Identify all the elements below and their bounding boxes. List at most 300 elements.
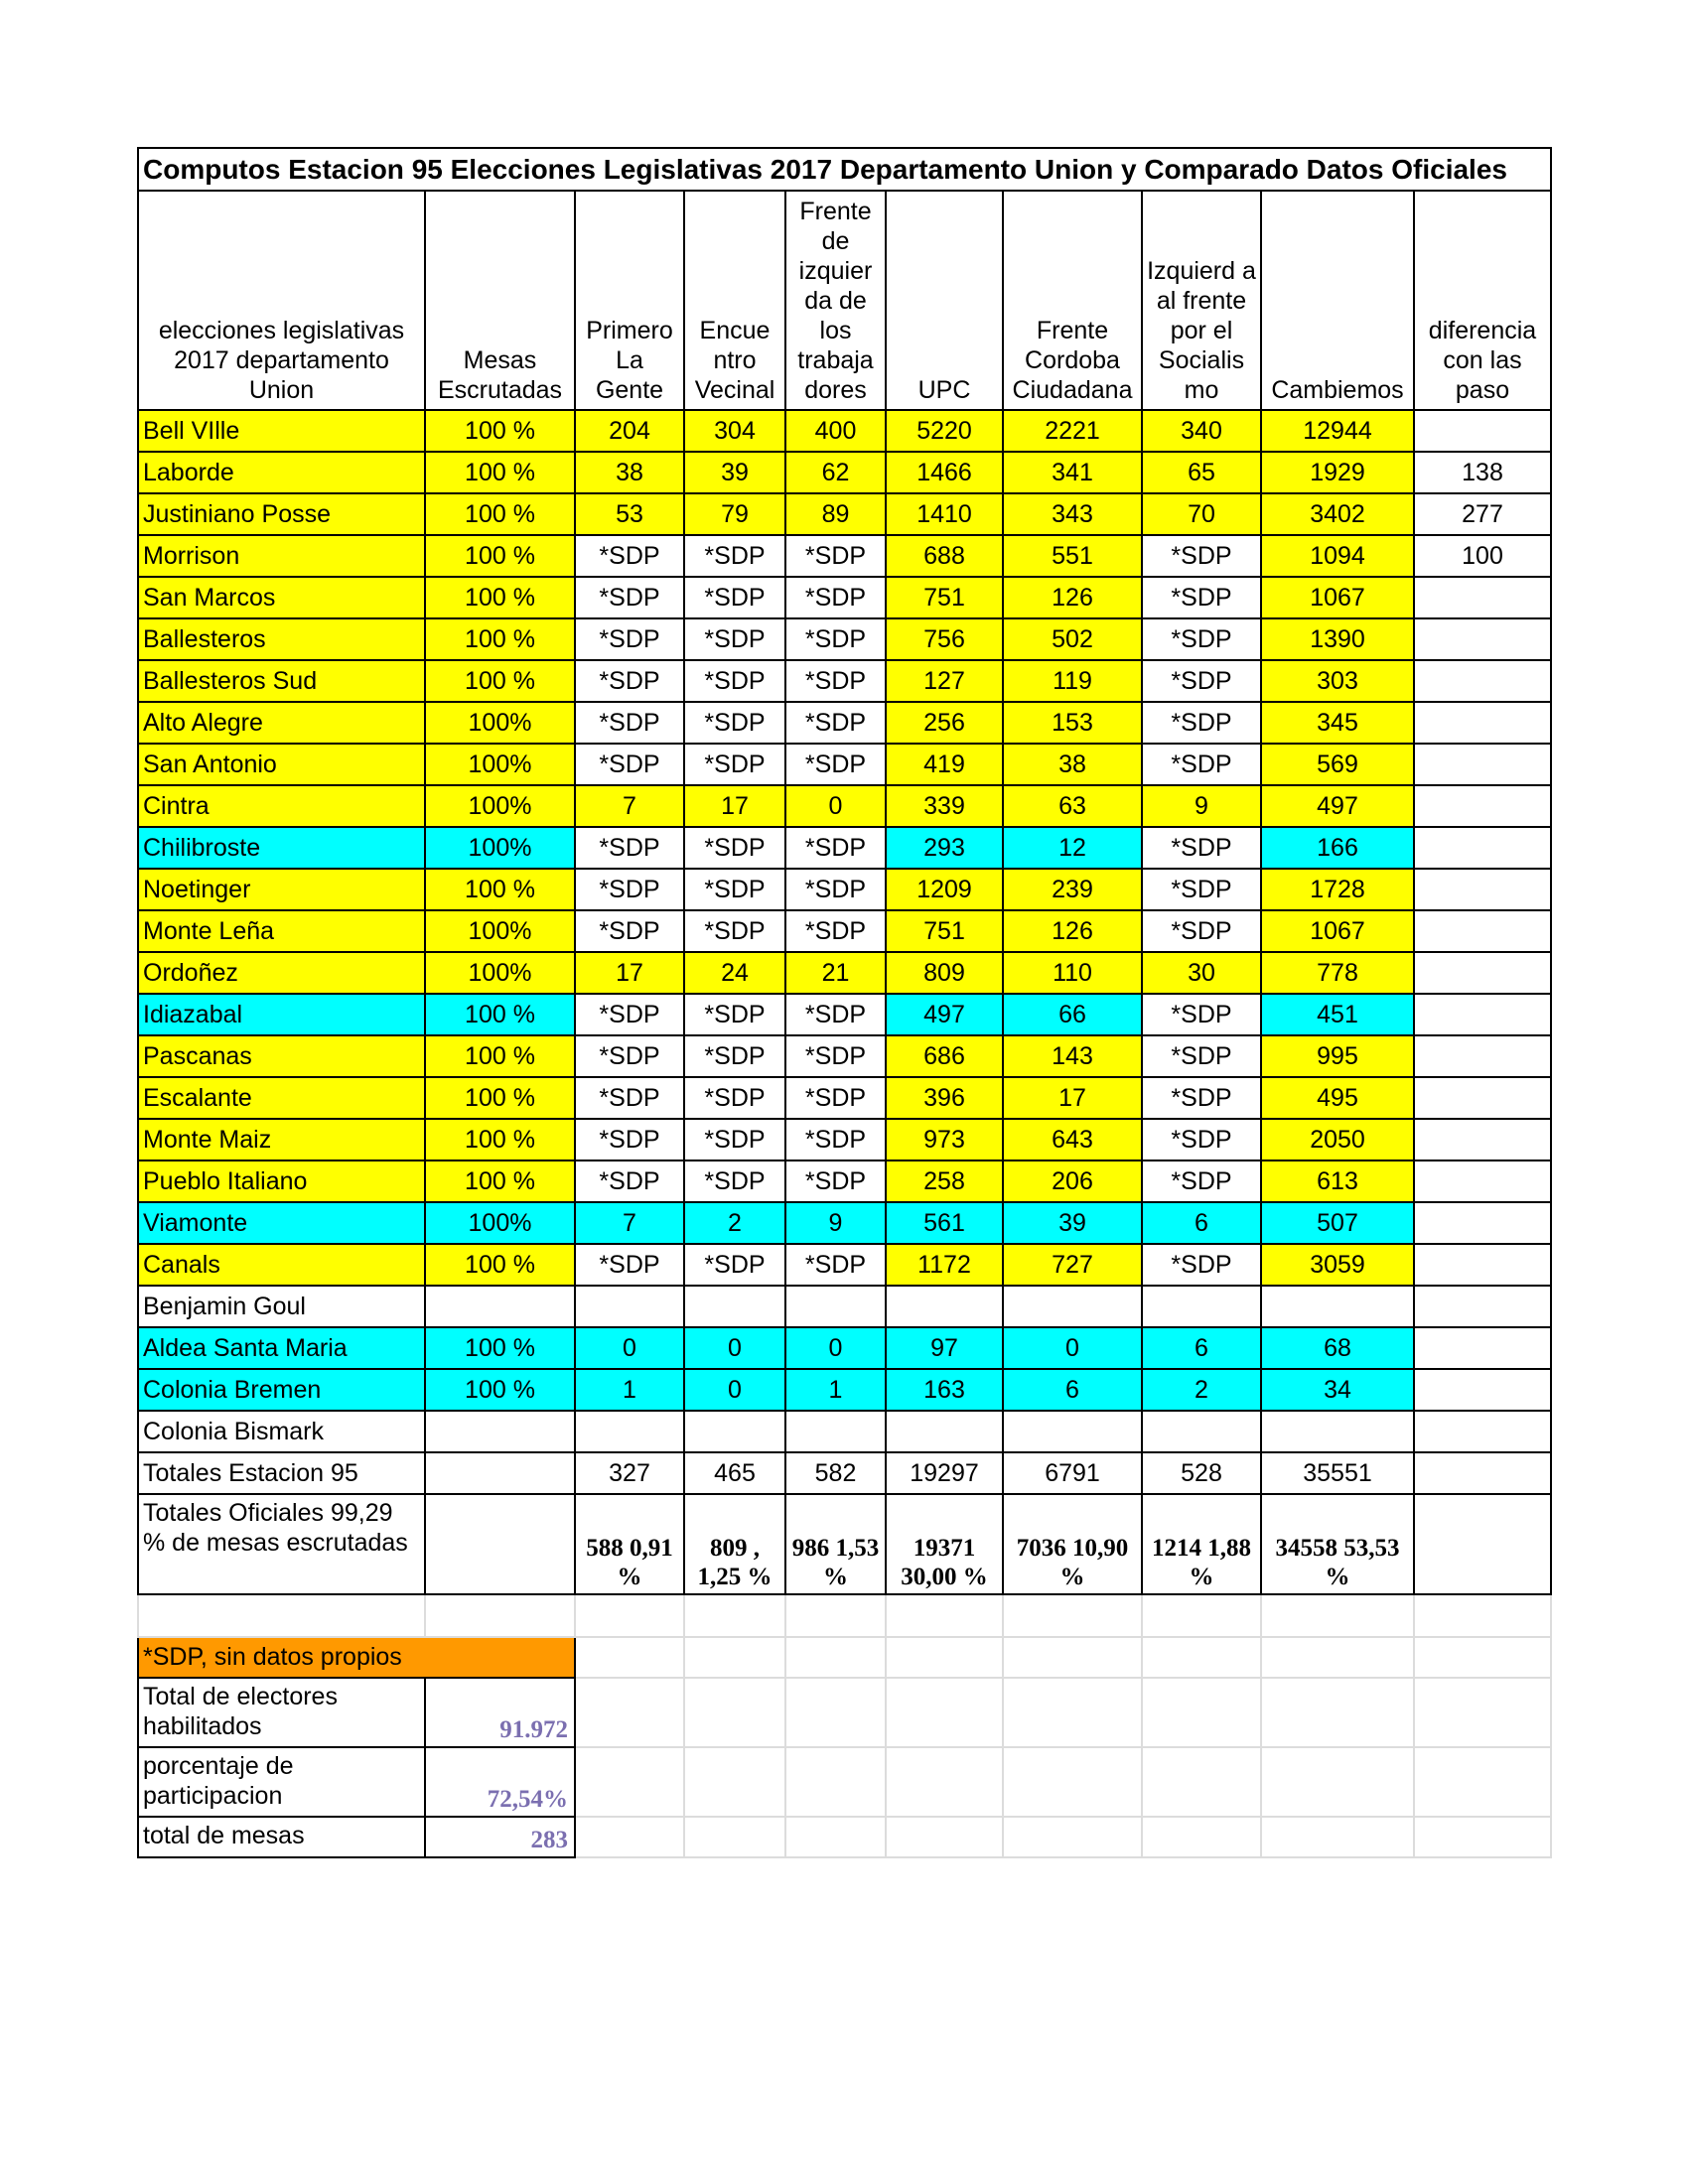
primero-la-gente-cell: *SDP: [575, 618, 684, 660]
upc-cell: 256: [886, 702, 1003, 744]
oficial-primero-la-gente-cell: 588 0,91 %: [575, 1494, 684, 1594]
empty-cell: [684, 1678, 785, 1747]
empty-cell: [684, 1747, 785, 1817]
table-row: [138, 952, 1551, 994]
diferencia-cell: [1414, 910, 1551, 952]
mesas-cell: 100%: [425, 702, 575, 744]
encuentro-vecinal-cell: *SDP: [684, 827, 785, 869]
upc-cell: 396: [886, 1077, 1003, 1119]
frente-cordoba-cell: 727: [1003, 1244, 1142, 1286]
primero-la-gente-cell: *SDP: [575, 1077, 684, 1119]
izquierda-frente-cell: 6: [1142, 1202, 1261, 1244]
frente-cordoba-cell: 126: [1003, 577, 1142, 618]
diferencia-cell: [1414, 785, 1551, 827]
mesas-cell: 100%: [425, 1202, 575, 1244]
frente-cordoba-cell: 126: [1003, 910, 1142, 952]
table-row: [138, 1077, 1551, 1119]
upc-cell: 1466: [886, 452, 1003, 493]
empty-cell: [1261, 1747, 1414, 1817]
total-mesas-label: total de mesas: [138, 1817, 425, 1857]
mesas-cell: 100%: [425, 910, 575, 952]
location-name: Justiniano Posse: [138, 493, 425, 535]
diferencia-cell: [1414, 577, 1551, 618]
diferencia-cell: [1414, 660, 1551, 702]
encuentro-vecinal-cell: *SDP: [684, 1077, 785, 1119]
cambiemos-cell: 507: [1261, 1202, 1414, 1244]
empty-cell: [785, 1747, 886, 1817]
mesas-cell: 100 %: [425, 535, 575, 577]
cambiemos-cell: 12944: [1261, 410, 1414, 452]
frente-cordoba-cell: 17: [1003, 1077, 1142, 1119]
upc-cell: 127: [886, 660, 1003, 702]
table-row: [138, 869, 1551, 910]
primero-la-gente-cell: 53: [575, 493, 684, 535]
spacer-row: [138, 1594, 1551, 1637]
cambiemos-cell: 1094: [1261, 535, 1414, 577]
upc-cell: 5220: [886, 410, 1003, 452]
total-electores-value: 91.972: [425, 1678, 575, 1747]
encuentro-vecinal-cell: 24: [684, 952, 785, 994]
encuentro-vecinal-cell: 17: [684, 785, 785, 827]
mesas-cell: 100 %: [425, 660, 575, 702]
encuentro-vecinal-cell: [684, 1286, 785, 1327]
diferencia-cell: [1414, 702, 1551, 744]
mesas-cell: 100%: [425, 744, 575, 785]
empty-cell: [1261, 1817, 1414, 1857]
mesas-cell: 100 %: [425, 1077, 575, 1119]
header-mesas: Mesas Escrutadas: [425, 191, 575, 410]
table-row: [138, 702, 1551, 744]
oficial-fit-cell: 986 1,53 %: [785, 1494, 886, 1594]
cambiemos-cell: 1390: [1261, 618, 1414, 660]
empty-cell: [684, 1817, 785, 1857]
empty-cell: [1003, 1594, 1142, 1637]
izquierda-frente-cell: *SDP: [1142, 1119, 1261, 1160]
header-diferencia: diferencia con las paso: [1414, 191, 1551, 410]
izquierda-frente-cell: 6: [1142, 1327, 1261, 1369]
primero-la-gente-cell: [575, 1286, 684, 1327]
table-row: [138, 785, 1551, 827]
upc-cell: 688: [886, 535, 1003, 577]
diferencia-cell: [1414, 744, 1551, 785]
location-name: Alto Alegre: [138, 702, 425, 744]
empty-cell: [886, 1678, 1003, 1747]
fit-cell: 0: [785, 785, 886, 827]
frente-cordoba-cell: 110: [1003, 952, 1142, 994]
mesas-cell: [425, 1286, 575, 1327]
fit-cell: *SDP: [785, 1160, 886, 1202]
fit-cell: *SDP: [785, 1119, 886, 1160]
diferencia-cell: 277: [1414, 493, 1551, 535]
empty-cell: [425, 1594, 575, 1637]
empty-cell: [886, 1747, 1003, 1817]
encuentro-vecinal-cell: *SDP: [684, 910, 785, 952]
frente-cordoba-cell: 643: [1003, 1119, 1142, 1160]
primero-la-gente-cell: 38: [575, 452, 684, 493]
izquierda-frente-cell: *SDP: [1142, 1077, 1261, 1119]
sdp-legend-row: [138, 1637, 1551, 1678]
diferencia-cell: [1414, 1411, 1551, 1452]
primero-la-gente-cell: 17: [575, 952, 684, 994]
fit-cell: *SDP: [785, 618, 886, 660]
location-name: Chilibroste: [138, 827, 425, 869]
location-name: Ordoñez: [138, 952, 425, 994]
oficial-izquierda-frente-cell: 1214 1,88 %: [1142, 1494, 1261, 1594]
empty-cell: [1414, 1637, 1551, 1678]
cambiemos-cell: 1929: [1261, 452, 1414, 493]
oficial-upc-cell: 19371 30,00 %: [886, 1494, 1003, 1594]
table-row: [138, 618, 1551, 660]
upc-cell: 163: [886, 1369, 1003, 1411]
primero-la-gente-cell: *SDP: [575, 994, 684, 1035]
table-row: [138, 660, 1551, 702]
frente-cordoba-cell: 551: [1003, 535, 1142, 577]
cambiemos-cell: 1728: [1261, 869, 1414, 910]
table-row: [138, 1411, 1551, 1452]
mesas-cell: 100 %: [425, 493, 575, 535]
izquierda-frente-cell: 340: [1142, 410, 1261, 452]
empty-cell: [1414, 1747, 1551, 1817]
upc-cell: 1209: [886, 869, 1003, 910]
empty-cell: [1142, 1594, 1261, 1637]
sdp-legend: *SDP, sin datos propios: [138, 1637, 575, 1678]
table-row: [138, 1202, 1551, 1244]
cambiemos-cell: 68: [1261, 1327, 1414, 1369]
frente-cordoba-cell: 343: [1003, 493, 1142, 535]
fit-cell: *SDP: [785, 577, 886, 618]
location-name: Monte Leña: [138, 910, 425, 952]
total-mesas-cell: [425, 1452, 575, 1494]
upc-cell: 686: [886, 1035, 1003, 1077]
izquierda-frente-cell: *SDP: [1142, 1244, 1261, 1286]
cambiemos-cell: 1067: [1261, 910, 1414, 952]
location-name: Laborde: [138, 452, 425, 493]
total-cambiemos-cell: 35551: [1261, 1452, 1414, 1494]
fit-cell: 62: [785, 452, 886, 493]
frente-cordoba-cell: 63: [1003, 785, 1142, 827]
header-upc: UPC: [886, 191, 1003, 410]
results-table: [137, 147, 1552, 1858]
empty-cell: [575, 1637, 684, 1678]
diferencia-cell: [1414, 1286, 1551, 1327]
izquierda-frente-cell: *SDP: [1142, 827, 1261, 869]
location-name: Monte Maiz: [138, 1119, 425, 1160]
totales-oficiales-label: Totales Oficiales 99,29 % de mesas escrutadas: [138, 1494, 425, 1594]
empty-cell: [575, 1678, 684, 1747]
header-encuentro-vecinal: Encue ntro Vecinal: [684, 191, 785, 410]
primero-la-gente-cell: 7: [575, 785, 684, 827]
frente-cordoba-cell: [1003, 1411, 1142, 1452]
empty-cell: [1261, 1678, 1414, 1747]
total-encuentro-vecinal-cell: 465: [684, 1452, 785, 1494]
fit-cell: *SDP: [785, 869, 886, 910]
location-name: Pueblo Italiano: [138, 1160, 425, 1202]
total-frente-cordoba-cell: 6791: [1003, 1452, 1142, 1494]
total-primero-la-gente-cell: 327: [575, 1452, 684, 1494]
izquierda-frente-cell: *SDP: [1142, 1035, 1261, 1077]
mesas-cell: 100 %: [425, 410, 575, 452]
frente-cordoba-cell: 239: [1003, 869, 1142, 910]
fit-cell: *SDP: [785, 1035, 886, 1077]
location-name: Colonia Bremen: [138, 1369, 425, 1411]
table-row: [138, 1244, 1551, 1286]
upc-cell: 756: [886, 618, 1003, 660]
porcentaje-participacion-value: 72,54%: [425, 1747, 575, 1817]
upc-cell: 1172: [886, 1244, 1003, 1286]
location-name: Viamonte: [138, 1202, 425, 1244]
upc-cell: [886, 1411, 1003, 1452]
empty-cell: [684, 1594, 785, 1637]
table-title: Computos Estacion 95 Elecciones Legislativas 2017 Departamento Union y Comparado Datos Oficiales: [138, 148, 1551, 191]
location-name: Noetinger: [138, 869, 425, 910]
upc-cell: 497: [886, 994, 1003, 1035]
cambiemos-cell: 3402: [1261, 493, 1414, 535]
izquierda-frente-cell: [1142, 1286, 1261, 1327]
diferencia-cell: [1414, 1327, 1551, 1369]
cambiemos-cell: 34: [1261, 1369, 1414, 1411]
fit-cell: *SDP: [785, 744, 886, 785]
cambiemos-cell: 2050: [1261, 1119, 1414, 1160]
cambiemos-cell: 497: [1261, 785, 1414, 827]
total-fit-cell: 582: [785, 1452, 886, 1494]
primero-la-gente-cell: *SDP: [575, 827, 684, 869]
upc-cell: 419: [886, 744, 1003, 785]
mesas-cell: 100 %: [425, 1244, 575, 1286]
primero-la-gente-cell: *SDP: [575, 744, 684, 785]
diferencia-cell: [1414, 1077, 1551, 1119]
encuentro-vecinal-cell: 79: [684, 493, 785, 535]
izquierda-frente-cell: *SDP: [1142, 618, 1261, 660]
fit-cell: *SDP: [785, 994, 886, 1035]
upc-cell: 293: [886, 827, 1003, 869]
izquierda-frente-cell: *SDP: [1142, 660, 1261, 702]
izquierda-frente-cell: *SDP: [1142, 535, 1261, 577]
diferencia-cell: [1414, 410, 1551, 452]
frente-cordoba-cell: 206: [1003, 1160, 1142, 1202]
izquierda-frente-cell: *SDP: [1142, 1160, 1261, 1202]
mesas-cell: 100 %: [425, 618, 575, 660]
fit-cell: 9: [785, 1202, 886, 1244]
cambiemos-cell: 495: [1261, 1077, 1414, 1119]
porcentaje-participacion-row: [138, 1747, 1551, 1817]
totales-estacion-row: [138, 1452, 1551, 1494]
location-name: Idiazabal: [138, 994, 425, 1035]
fit-cell: [785, 1411, 886, 1452]
header-row: [138, 191, 1551, 410]
location-name: San Marcos: [138, 577, 425, 618]
diferencia-cell: [1414, 827, 1551, 869]
encuentro-vecinal-cell: *SDP: [684, 994, 785, 1035]
oficial-diferencia-cell: [1414, 1494, 1551, 1594]
totales-oficiales-row: [138, 1494, 1551, 1594]
table-row: [138, 577, 1551, 618]
frente-cordoba-cell: 502: [1003, 618, 1142, 660]
frente-cordoba-cell: 66: [1003, 994, 1142, 1035]
diferencia-cell: [1414, 952, 1551, 994]
upc-cell: 751: [886, 910, 1003, 952]
encuentro-vecinal-cell: *SDP: [684, 869, 785, 910]
izquierda-frente-cell: *SDP: [1142, 910, 1261, 952]
primero-la-gente-cell: *SDP: [575, 577, 684, 618]
primero-la-gente-cell: 204: [575, 410, 684, 452]
table-row: [138, 910, 1551, 952]
encuentro-vecinal-cell: *SDP: [684, 1160, 785, 1202]
primero-la-gente-cell: *SDP: [575, 910, 684, 952]
location-name: Canals: [138, 1244, 425, 1286]
primero-la-gente-cell: *SDP: [575, 1119, 684, 1160]
fit-cell: 0: [785, 1327, 886, 1369]
empty-cell: [1003, 1817, 1142, 1857]
empty-cell: [1261, 1594, 1414, 1637]
izquierda-frente-cell: *SDP: [1142, 744, 1261, 785]
primero-la-gente-cell: *SDP: [575, 702, 684, 744]
izquierda-frente-cell: 2: [1142, 1369, 1261, 1411]
primero-la-gente-cell: *SDP: [575, 1160, 684, 1202]
location-name: Cintra: [138, 785, 425, 827]
cambiemos-cell: [1261, 1411, 1414, 1452]
fit-cell: *SDP: [785, 1244, 886, 1286]
header-frente-cordoba-ciudadana: Frente Cordoba Ciudadana: [1003, 191, 1142, 410]
mesas-cell: 100 %: [425, 1327, 575, 1369]
diferencia-cell: [1414, 994, 1551, 1035]
table-row: [138, 994, 1551, 1035]
empty-cell: [785, 1817, 886, 1857]
table-row: [138, 493, 1551, 535]
totales-estacion-label: Totales Estacion 95: [138, 1452, 425, 1494]
table-row: [138, 1327, 1551, 1369]
empty-cell: [785, 1594, 886, 1637]
izquierda-frente-cell: *SDP: [1142, 994, 1261, 1035]
upc-cell: 809: [886, 952, 1003, 994]
empty-cell: [785, 1637, 886, 1678]
cambiemos-cell: 778: [1261, 952, 1414, 994]
diferencia-cell: [1414, 1160, 1551, 1202]
empty-cell: [886, 1594, 1003, 1637]
primero-la-gente-cell: 0: [575, 1327, 684, 1369]
table-row: [138, 827, 1551, 869]
diferencia-cell: [1414, 1202, 1551, 1244]
primero-la-gente-cell: [575, 1411, 684, 1452]
total-diferencia-cell: [1414, 1452, 1551, 1494]
upc-cell: 751: [886, 577, 1003, 618]
encuentro-vecinal-cell: 2: [684, 1202, 785, 1244]
izquierda-frente-cell: *SDP: [1142, 577, 1261, 618]
oficial-mesas-cell: [425, 1494, 575, 1594]
location-name: Morrison: [138, 535, 425, 577]
encuentro-vecinal-cell: *SDP: [684, 535, 785, 577]
diferencia-cell: [1414, 618, 1551, 660]
izquierda-frente-cell: 30: [1142, 952, 1261, 994]
fit-cell: 400: [785, 410, 886, 452]
fit-cell: 1: [785, 1369, 886, 1411]
location-name: Escalante: [138, 1077, 425, 1119]
mesas-cell: 100 %: [425, 577, 575, 618]
upc-cell: 258: [886, 1160, 1003, 1202]
cambiemos-cell: [1261, 1286, 1414, 1327]
cambiemos-cell: 569: [1261, 744, 1414, 785]
mesas-cell: 100 %: [425, 1369, 575, 1411]
fit-cell: 89: [785, 493, 886, 535]
encuentro-vecinal-cell: 0: [684, 1327, 785, 1369]
diferencia-cell: 138: [1414, 452, 1551, 493]
empty-cell: [1003, 1747, 1142, 1817]
izquierda-frente-cell: [1142, 1411, 1261, 1452]
oficial-cambiemos-cell: 34558 53,53 %: [1261, 1494, 1414, 1594]
empty-cell: [886, 1637, 1003, 1678]
frente-cordoba-cell: 119: [1003, 660, 1142, 702]
fit-cell: *SDP: [785, 702, 886, 744]
fit-cell: [785, 1286, 886, 1327]
empty-cell: [1142, 1637, 1261, 1678]
table-row: [138, 535, 1551, 577]
header-location: elecciones legislativas 2017 departamento Union: [138, 191, 425, 410]
cambiemos-cell: 303: [1261, 660, 1414, 702]
encuentro-vecinal-cell: *SDP: [684, 1244, 785, 1286]
encuentro-vecinal-cell: 304: [684, 410, 785, 452]
cambiemos-cell: 3059: [1261, 1244, 1414, 1286]
encuentro-vecinal-cell: *SDP: [684, 1119, 785, 1160]
izquierda-frente-cell: *SDP: [1142, 869, 1261, 910]
mesas-cell: 100 %: [425, 1035, 575, 1077]
encuentro-vecinal-cell: *SDP: [684, 702, 785, 744]
izquierda-frente-cell: 70: [1142, 493, 1261, 535]
frente-cordoba-cell: 38: [1003, 744, 1142, 785]
total-mesas-row: [138, 1817, 1551, 1857]
frente-cordoba-cell: 341: [1003, 452, 1142, 493]
location-name: Bell VIlle: [138, 410, 425, 452]
mesas-cell: 100%: [425, 952, 575, 994]
diferencia-cell: 100: [1414, 535, 1551, 577]
diferencia-cell: [1414, 1369, 1551, 1411]
oficial-frente-cordoba-cell: 7036 10,90 %: [1003, 1494, 1142, 1594]
mesas-cell: 100 %: [425, 452, 575, 493]
table-row: [138, 1286, 1551, 1327]
fit-cell: *SDP: [785, 910, 886, 952]
mesas-cell: 100%: [425, 827, 575, 869]
table-row: [138, 1369, 1551, 1411]
empty-cell: [1003, 1637, 1142, 1678]
header-primero-la-gente: Primero La Gente: [575, 191, 684, 410]
frente-cordoba-cell: 153: [1003, 702, 1142, 744]
empty-cell: [1142, 1817, 1261, 1857]
mesas-cell: 100 %: [425, 994, 575, 1035]
total-mesas-value: 283: [425, 1817, 575, 1857]
mesas-cell: [425, 1411, 575, 1452]
mesas-cell: 100 %: [425, 869, 575, 910]
total-electores-label: Total de electores habilitados: [138, 1678, 425, 1747]
header-cambiemos: Cambiemos: [1261, 191, 1414, 410]
encuentro-vecinal-cell: *SDP: [684, 744, 785, 785]
encuentro-vecinal-cell: *SDP: [684, 618, 785, 660]
diferencia-cell: [1414, 1119, 1551, 1160]
cambiemos-cell: 613: [1261, 1160, 1414, 1202]
empty-cell: [1261, 1637, 1414, 1678]
oficial-encuentro-vecinal-cell: 809 , 1,25 %: [684, 1494, 785, 1594]
porcentaje-participacion-label: porcentaje de participacion: [138, 1747, 425, 1817]
empty-cell: [684, 1637, 785, 1678]
frente-cordoba-cell: [1003, 1286, 1142, 1327]
empty-cell: [1142, 1678, 1261, 1747]
izquierda-frente-cell: *SDP: [1142, 702, 1261, 744]
cambiemos-cell: 995: [1261, 1035, 1414, 1077]
frente-cordoba-cell: 39: [1003, 1202, 1142, 1244]
mesas-cell: 100%: [425, 785, 575, 827]
mesas-cell: 100 %: [425, 1160, 575, 1202]
izquierda-frente-cell: 9: [1142, 785, 1261, 827]
upc-cell: 97: [886, 1327, 1003, 1369]
total-electores-row: [138, 1678, 1551, 1747]
empty-cell: [575, 1594, 684, 1637]
